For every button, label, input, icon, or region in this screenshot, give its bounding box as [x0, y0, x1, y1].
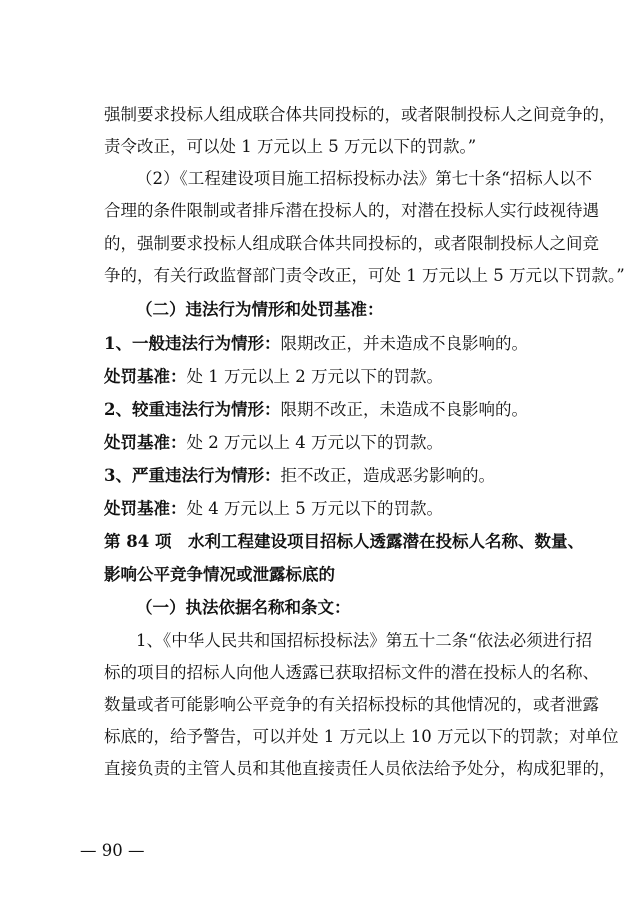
text-line: 责令改正，可以处 1 万元以上 5 万元以下的罚款。” [104, 137, 477, 156]
violation-label: 2、较重违法行为情形： [104, 400, 281, 419]
penalty-line [104, 498, 559, 520]
penalty-text: 处 2 万元以上 4 万元以下的罚款。 [186, 433, 443, 452]
text-line: 争的，有关行政监督部门责令改正，可处 1 万元以上 5 万元以下罚款。” [104, 266, 625, 285]
violation-line [104, 465, 559, 487]
text-line: 标底的，给予警告，可以并处 1 万元以上 10 万元以下的罚款；对单位 [104, 727, 619, 746]
violation-line [104, 399, 559, 421]
item-title: 第 84 项 水利工程建设项目招标人透露潜在投标人名称、数量、 [104, 532, 584, 551]
text-line: 1、《中华人民共和国招标投标法》第五十二条“依法必须进行招 [136, 631, 593, 650]
violation-label: 3、严重违法行为情形： [104, 466, 281, 485]
section-heading: （一）执法依据名称和条文： [136, 598, 351, 617]
section-heading: （二）违法行为情形和处罚基准： [136, 300, 384, 319]
text-line: 强制要求投标人组成联合体共同投标的，或者限制投标人之间竞争的， [104, 105, 616, 124]
penalty-label: 处罚基准： [104, 433, 187, 452]
penalty-line [104, 432, 559, 454]
violation-text: 限期不改正，未造成不良影响的。 [280, 400, 528, 419]
item-title: 影响公平竞争情况或泄露标底的 [104, 565, 335, 584]
text-line: （2）《工程建设项目施工招标投标办法》第七十条“招标人以不 [136, 169, 593, 188]
text-line: 标的项目的招标人向他人透露已获取招标文件的潜在投标人的名称、 [104, 663, 599, 682]
text-line: 合理的条件限制或者排斥潜在投标人的，对潜在投标人实行歧视待遇 [104, 201, 599, 220]
penalty-label: 处罚基准： [104, 367, 187, 386]
penalty-text: 处 1 万元以上 2 万元以下的罚款。 [186, 367, 443, 386]
text-line: 数量或者可能影响公平竞争的有关招标投标的其他情况的，或者泄露 [104, 695, 599, 714]
violation-text: 限期改正，并未造成不良影响的。 [280, 334, 528, 353]
penalty-text: 处 4 万元以上 5 万元以下的罚款。 [186, 499, 443, 518]
page-number: — 90 — [80, 841, 145, 860]
text-line: 的，强制要求投标人组成联合体共同投标的，或者限制投标人之间竞 [104, 234, 599, 253]
violation-label: 1、一般违法行为情形： [104, 334, 281, 353]
penalty-label: 处罚基准： [104, 499, 187, 518]
violation-line [104, 333, 559, 355]
text-line: 直接负责的主管人员和其他直接责任人员依法给予处分，构成犯罪的， [104, 759, 616, 778]
violation-text: 拒不改正，造成恶劣影响的。 [280, 466, 495, 485]
penalty-line [104, 366, 559, 388]
